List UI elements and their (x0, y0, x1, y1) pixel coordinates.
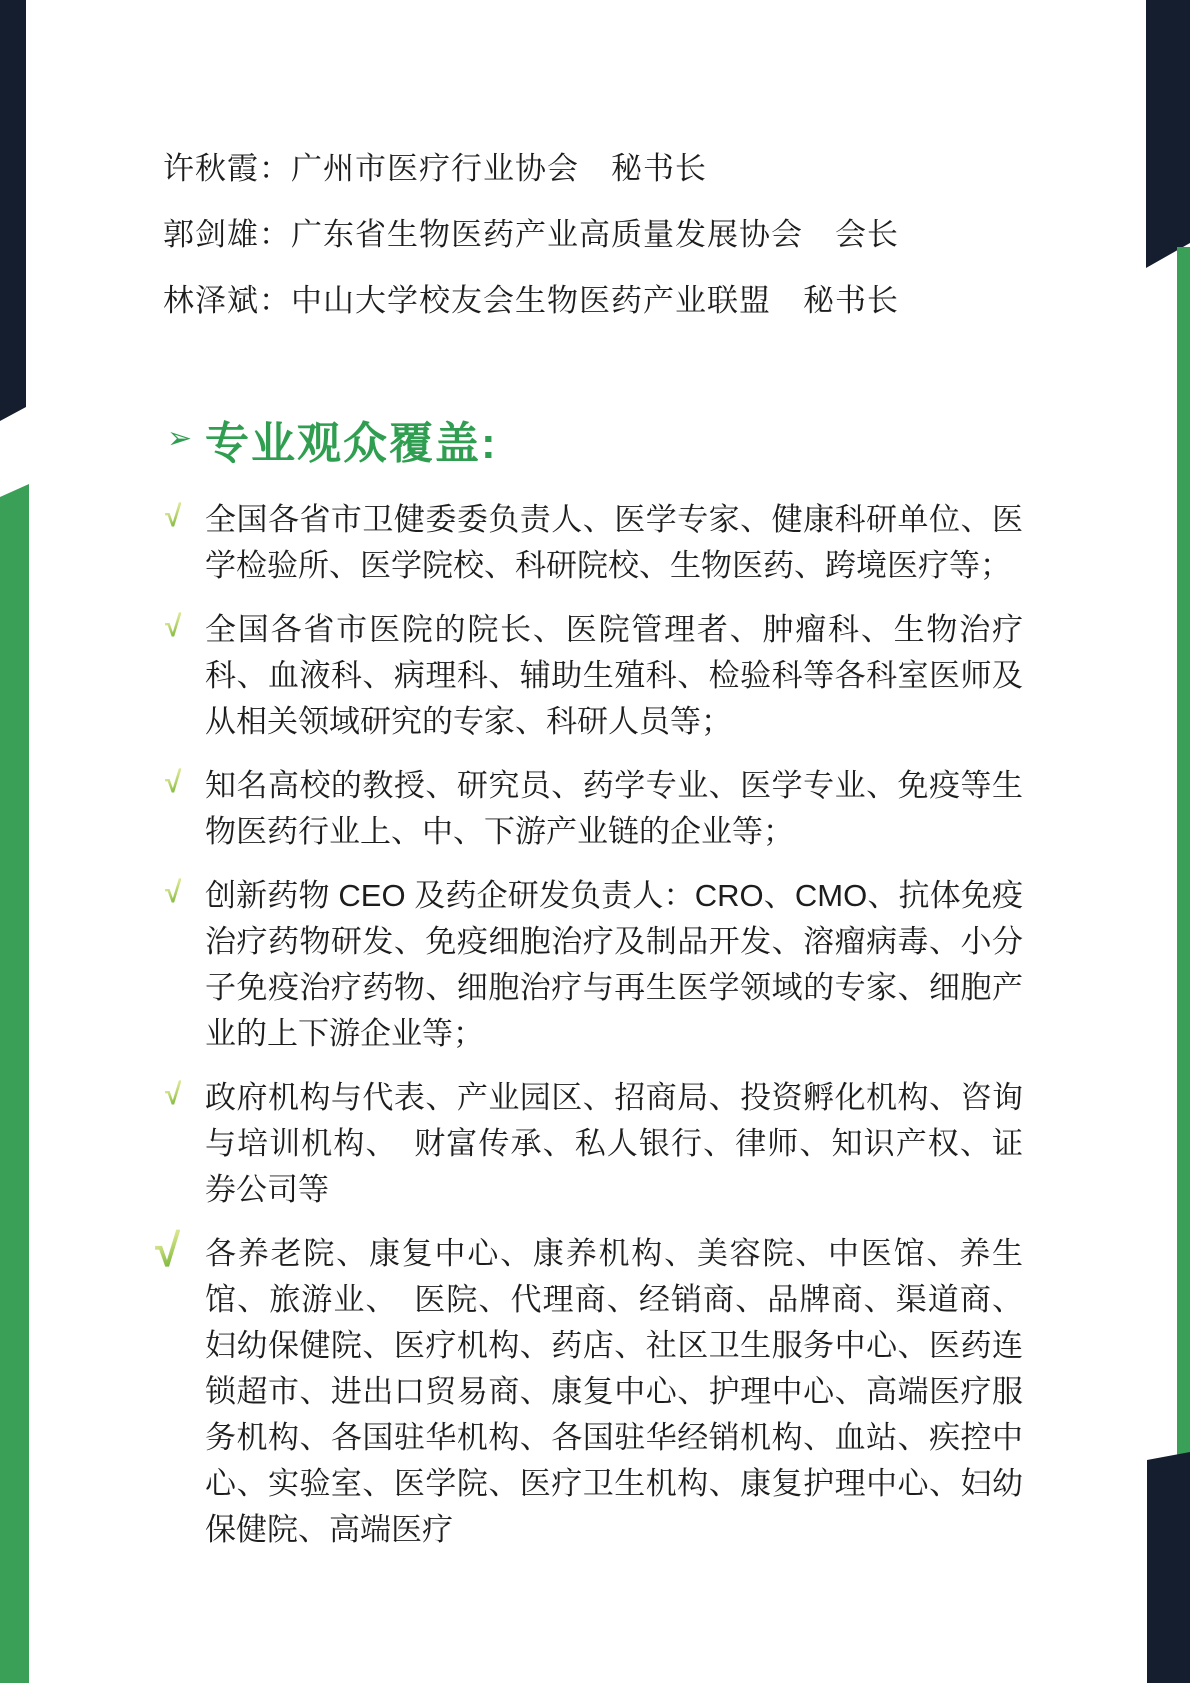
audience-item-text: 各养老院、康复中心、康养机构、美容院、中医馆、养生馆、旅游业、 医院、代理商、经销商、品牌商、渠道商、妇幼保健院、医疗机构、药店、社区卫生服务中心、医药连锁超市、进出口贸易商、康复中心、护理中心、高端医疗服务机构、各国驻华机构、各国驻华经销机构、血站、疾控中心、实验室、医学院、医疗卫生机构、康复护理中心、妇幼保健院、高端医疗 (205, 1236, 1023, 1547)
audience-item-text: 全国各省市卫健委委负责人、医学专家、健康科研单位、医学检验所、医学院校、科研院校、生物医药、跨境医疗等； (205, 502, 1023, 583)
decor-bottom-right-block (1147, 1452, 1190, 1683)
audience-item-text: 知名高校的教授、研究员、药学专业、医学专业、免疫等生物医药行业上、中、下游产业链的企业等； (205, 768, 1023, 849)
check-icon: √ (165, 876, 182, 909)
speaker-line (163, 212, 1023, 257)
section-heading (163, 413, 1023, 468)
audience-item-text: 政府机构与代表、产业园区、招商局、投资孵化机构、咨询与培训机构、 财富传承、私人银行、律师、知识产权、证券公司等 (205, 1080, 1023, 1207)
speaker-text: 林泽斌：中山大学校友会生物医药产业联盟 秘书长 (163, 283, 899, 318)
audience-item (163, 873, 1023, 1057)
check-icon: √ (155, 1224, 181, 1276)
audience-item (163, 607, 1023, 745)
speaker-text: 许秋霞：广州市医疗行业协会 秘书长 (163, 151, 707, 186)
audience-item-text: 创新药物 CEO 及药企研发负责人：CRO、CMO、抗体免疫治疗药物研发、免疫细胞治疗及制品开发、溶瘤病毒、小分子免疫治疗药物、细胞治疗与再生医学领域的专家、细胞产业的上下游企业等； (205, 878, 1023, 1051)
audience-item (163, 497, 1023, 589)
audience-item (163, 1075, 1023, 1213)
audience-list (155, 497, 1023, 1553)
speaker-list (163, 146, 1023, 323)
speaker-text: 郭剑雄：广东省生物医药产业高质量发展协会 会长 (163, 217, 899, 252)
check-icon: √ (165, 610, 182, 643)
arrow-bullet-icon: ➢ (167, 422, 193, 455)
page-content (155, 146, 1023, 1553)
check-icon: √ (165, 500, 182, 533)
speaker-line (163, 146, 1023, 191)
check-icon: √ (165, 766, 182, 799)
audience-item-text: 全国各省市医院的院长、医院管理者、肿瘤科、生物治疗科、血液科、病理科、辅助生殖科、检验科等各科室医师及从相关领域研究的专家、科研人员等； (205, 612, 1023, 739)
audience-item (155, 1224, 1023, 1553)
decor-right-green-strip (1177, 247, 1190, 1455)
speaker-line (163, 278, 1023, 323)
section-title: 专业观众覆盖: (205, 419, 498, 468)
decor-top-left-band (0, 0, 26, 421)
decor-left-green-band (0, 484, 29, 1683)
decor-top-right-block (1146, 0, 1190, 268)
audience-item (163, 763, 1023, 855)
check-icon: √ (165, 1078, 182, 1111)
